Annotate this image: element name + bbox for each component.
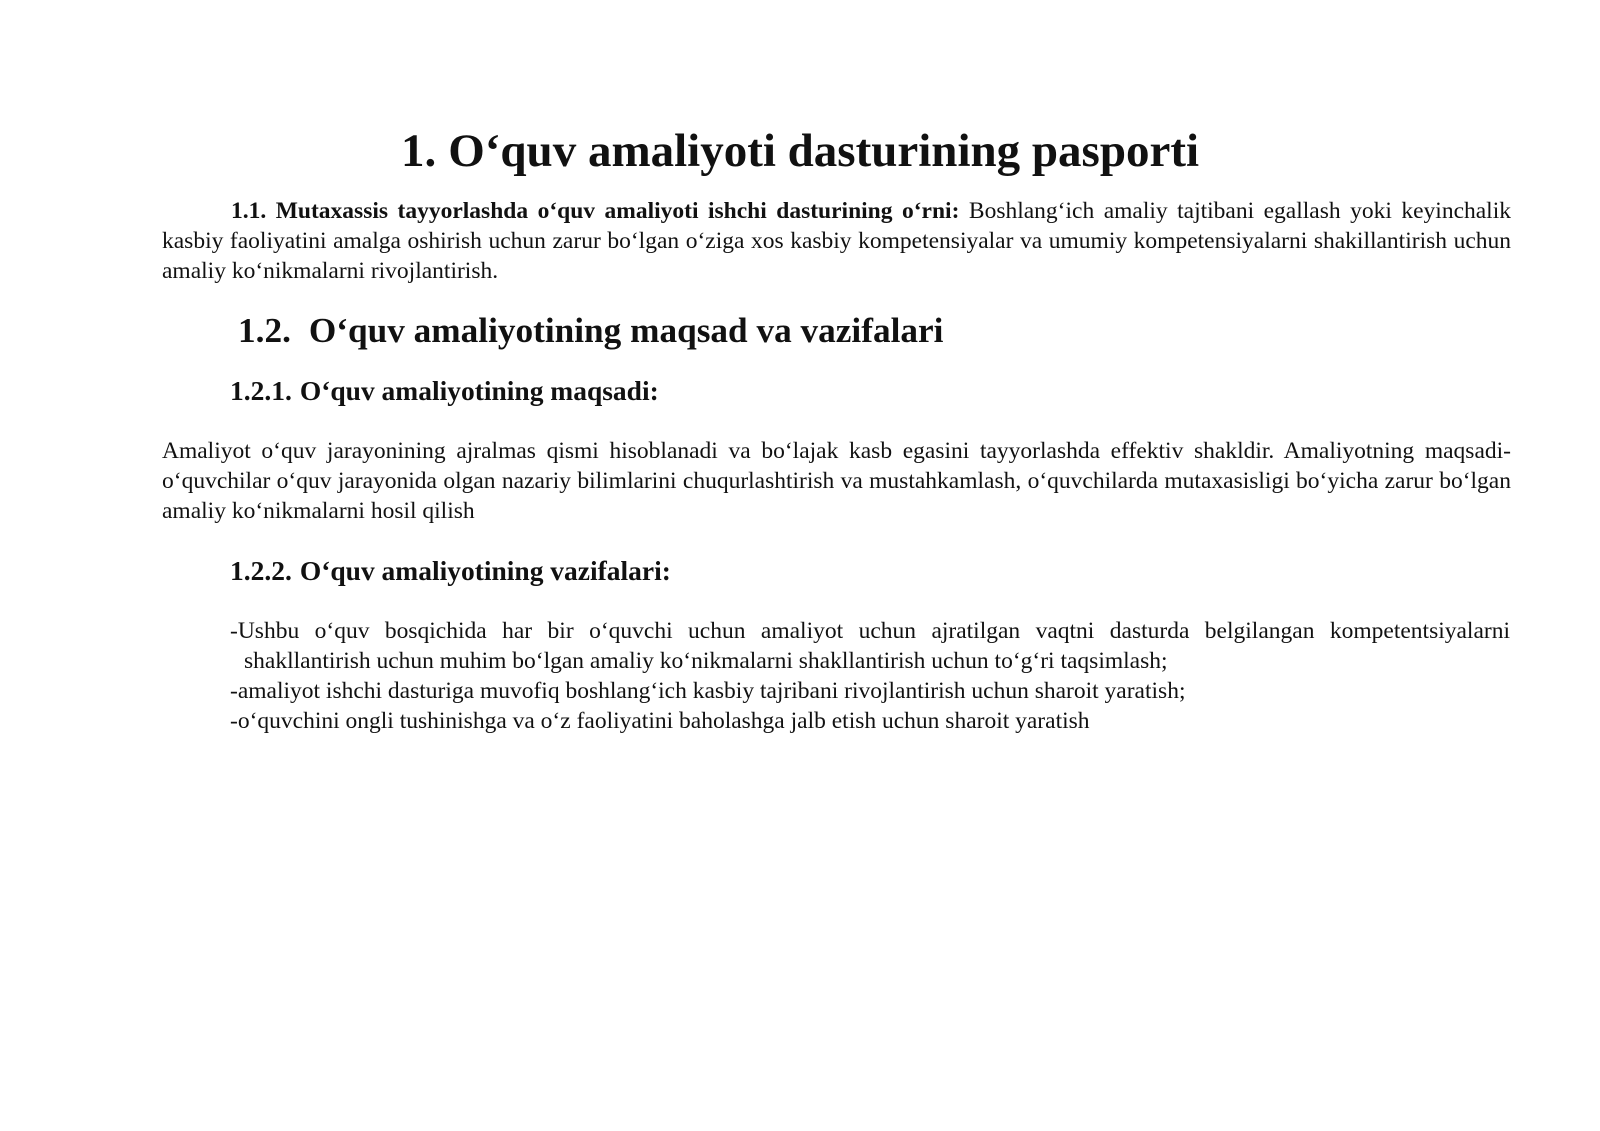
list-item: -o‘quvchini ongli tushinishga va o‘z faoliyatini baholashga jalb etish uchun sharoit yaratish <box>230 708 1090 734</box>
section-1-2-heading <box>238 311 944 350</box>
title-number: 1. <box>400 125 437 177</box>
tasks-list <box>230 616 1510 736</box>
section-1-1-paragraph <box>162 196 1511 286</box>
document-title <box>0 125 1600 177</box>
section-1-1-label: 1.1. Mutaxassis tayyorlashda o‘quv amaliyoti ishchi dasturining o‘rni: <box>231 198 960 224</box>
section-1-2-1-heading <box>230 376 659 406</box>
title-text: O‘quv amaliyoti dasturining pasporti <box>448 125 1200 177</box>
section-1-2-1-text: O‘quv amaliyotining maqsadi: <box>299 376 659 406</box>
section-1-2-1-paragraph: Amaliyot o‘quv jarayonining ajralmas qismi hisoblanadi va bo‘lajak kasb egasini tayyorlashda effektiv shakldir. Amaliyotning maqsadi-o‘quvchilar o‘quv jarayonida olgan nazariy bilimlarini chuqurlashtirish va mustahkamlash, o‘quvchilarda mutaxasisligi bo‘yicha zarur bo‘lgan amaliy ko‘nikmalarni hosil qilish <box>162 438 1511 524</box>
section-1-2-2-number: 1.2.2. <box>230 556 292 586</box>
section-1-2-number: 1.2. <box>238 311 291 350</box>
section-1-2-2-heading <box>230 556 671 586</box>
list-item: -amaliyot ishchi dasturiga muvofiq boshlang‘ich kasbiy tajribani rivojlantirish uchun sharoit yaratish; <box>230 678 1186 704</box>
section-1-2-2-text: O‘quv amaliyotining vazifalari: <box>299 556 671 586</box>
section-1-2-text: O‘quv amaliyotining maqsad va vazifalari <box>308 311 944 350</box>
list-item: -Ushbu o‘quv bosqichida har bir o‘quvchi uchun amaliyot uchun ajratilgan vaqtni dasturda belgilangan kompetentsiyalarni shakllantirish uchun muhim bo‘lgan amaliy ko‘nikmalarni shakllantirish uchun to‘g‘ri taqsimlash; <box>230 618 1510 674</box>
section-1-2-1-number: 1.2.1. <box>230 376 292 406</box>
section-1-1-text: Boshlang‘ich amaliy tajtibani egallash yoki keyinchalik kasbiy faoliyatini amalga oshirish uchun zarur bo‘lgan o‘ziga xos kasbiy kompetensiyalar va umumiy kompetensiyalarni shakillantirish uchun amaliy ko‘nikmalarni rivojlantirish. <box>162 198 1511 284</box>
